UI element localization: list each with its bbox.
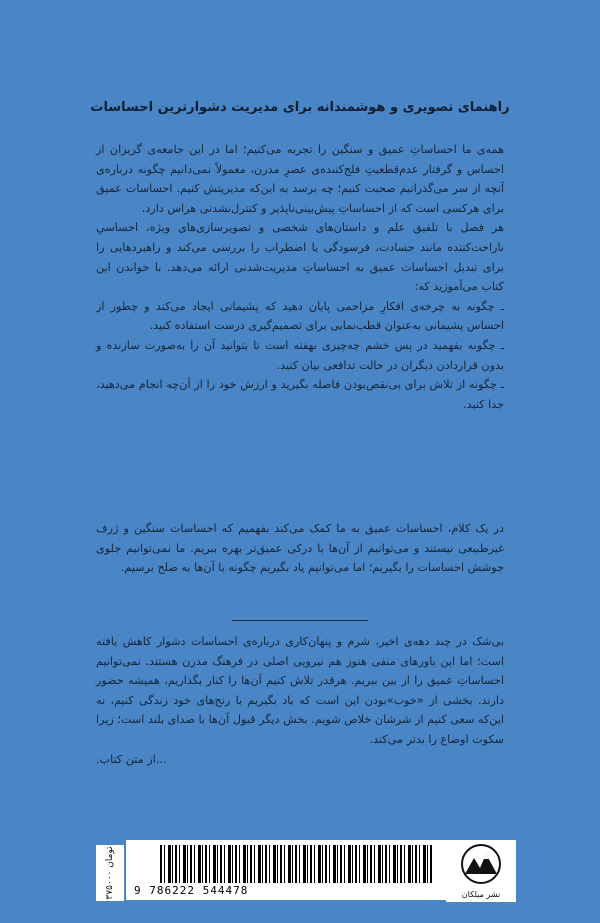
intro-paragraph: هر فصل با تلفیق علم و داستان‌های شخصی و تصویرسازی‌های ویژه، احساسیِ ناراحت‌کننده مانند حسادت، فرسودگی یا اضطراب را بررسی می‌کند و راهبردهایی را برای تبدیل احساسات عمیق به احساساتِ مدیریت‌شدنی ارائه می‌دهد. با خواندن این کتاب می‌آموزید که: xyxy=(96,221,504,294)
summary-paragraph: در یک کلام، احساسات عمیق به ما کمک می‌کند بفهمیم که احساسات سنگین و ژرف غیرطبیعی نیستند و می‌توانیم از آن‌ها با درکی عمیق‌تر بهره ببریم. ما نمی‌توانیم جلوی جوشش احساسات را بگیریم؛ اما می‌توانیم یاد بگیریم چگونه با آن‌ها به صلح برسیم. xyxy=(96,522,504,575)
bullet-item: ـ چگونه به چرخه‌ی افکارِ مزاحمی پایان دهید که پشیمانی ایجاد می‌کند و چطور از احساس پشیمانی به‌عنوان قطب‌نمایی برای تصمیم‌گیری درست استفاده کنید. xyxy=(96,299,504,333)
summary-block xyxy=(96,519,504,578)
headline: راهنمای تصویری و هوشمندانه برای مدیریت دشوارترین احساسات xyxy=(90,100,510,115)
intro-paragraph: همه‌ی ما احساساتِ عمیق و سنگین را تجربه می‌کنیم؛ اما در این جامعه‌ی گریزان از احساس و گرفتار عدم‌قطعیتِ فلج‌کننده‌ی عصرِ مدرن، معمولاً نمی‌دانیم چگونه درباره‌ی آنچه از سر می‌گذرانیم صحبت کنیم؛ چه برسد به این‌که مدیریتش کنیم. احساسات عمیق برای هرکسی است که از احساساتِ پیش‌بینی‌ناپذیر و کنترل‌نشدنی هراس دارد. xyxy=(96,143,504,215)
divider xyxy=(232,620,368,621)
price-text: ۳۷۵۰۰۰ تومان xyxy=(105,846,115,900)
excerpt-paragraph: بی‌شک در چند دهه‌ی اخیر، شرم و پنهان‌کاری درباره‌ی احساسات دشوار کاهش یافته است؛ اما این باورهای منفی هنوز هم نیرویی اصلی در فرهنگ مدرن هستند. نمی‌توانیم احساساتِ عمیق را از بین ببریم. هرقدر تلاش کنیم آن‌ها را کنار بگذاریم، همیشه حضور دارند. بخشی از «خوب»بودن این است که یاد بگیریم با رنج‌های خود زندگی کنیم، نه این‌که سعی کنیم از شرشان خلاص شویم. بخش دیگر قبول آن‌ها با صدای بلند است؛ زیرا سکوت اوضاع را بدتر می‌کند. xyxy=(96,635,504,746)
publisher-logo xyxy=(446,840,516,902)
excerpt-block xyxy=(96,632,504,769)
barcode-bars xyxy=(160,845,432,883)
mountain-logo-icon xyxy=(456,844,506,884)
isbn-number: 9 786222 544478 xyxy=(134,884,249,897)
publisher-name: نشر میلکان xyxy=(461,890,501,899)
bullet-item: ـ چگونه بفهمید در پس خشم چه‌چیزی نهفته است تا بتوانید آن را به‌صورت سازنده و بدون قراردادن دیگران در حالت تدافعی بیان کنید. xyxy=(96,338,504,372)
barcode xyxy=(126,840,446,900)
excerpt-source: ...از متن کتاب. xyxy=(96,752,167,766)
price-label xyxy=(96,845,124,901)
bullet-item: ـ چگونه از تلاش برای بی‌نقص‌بودن فاصله بگیرید و ارزش خود را از آن‌چه انجام می‌دهید، جدا کنید. xyxy=(96,378,504,411)
intro-block xyxy=(96,140,504,414)
